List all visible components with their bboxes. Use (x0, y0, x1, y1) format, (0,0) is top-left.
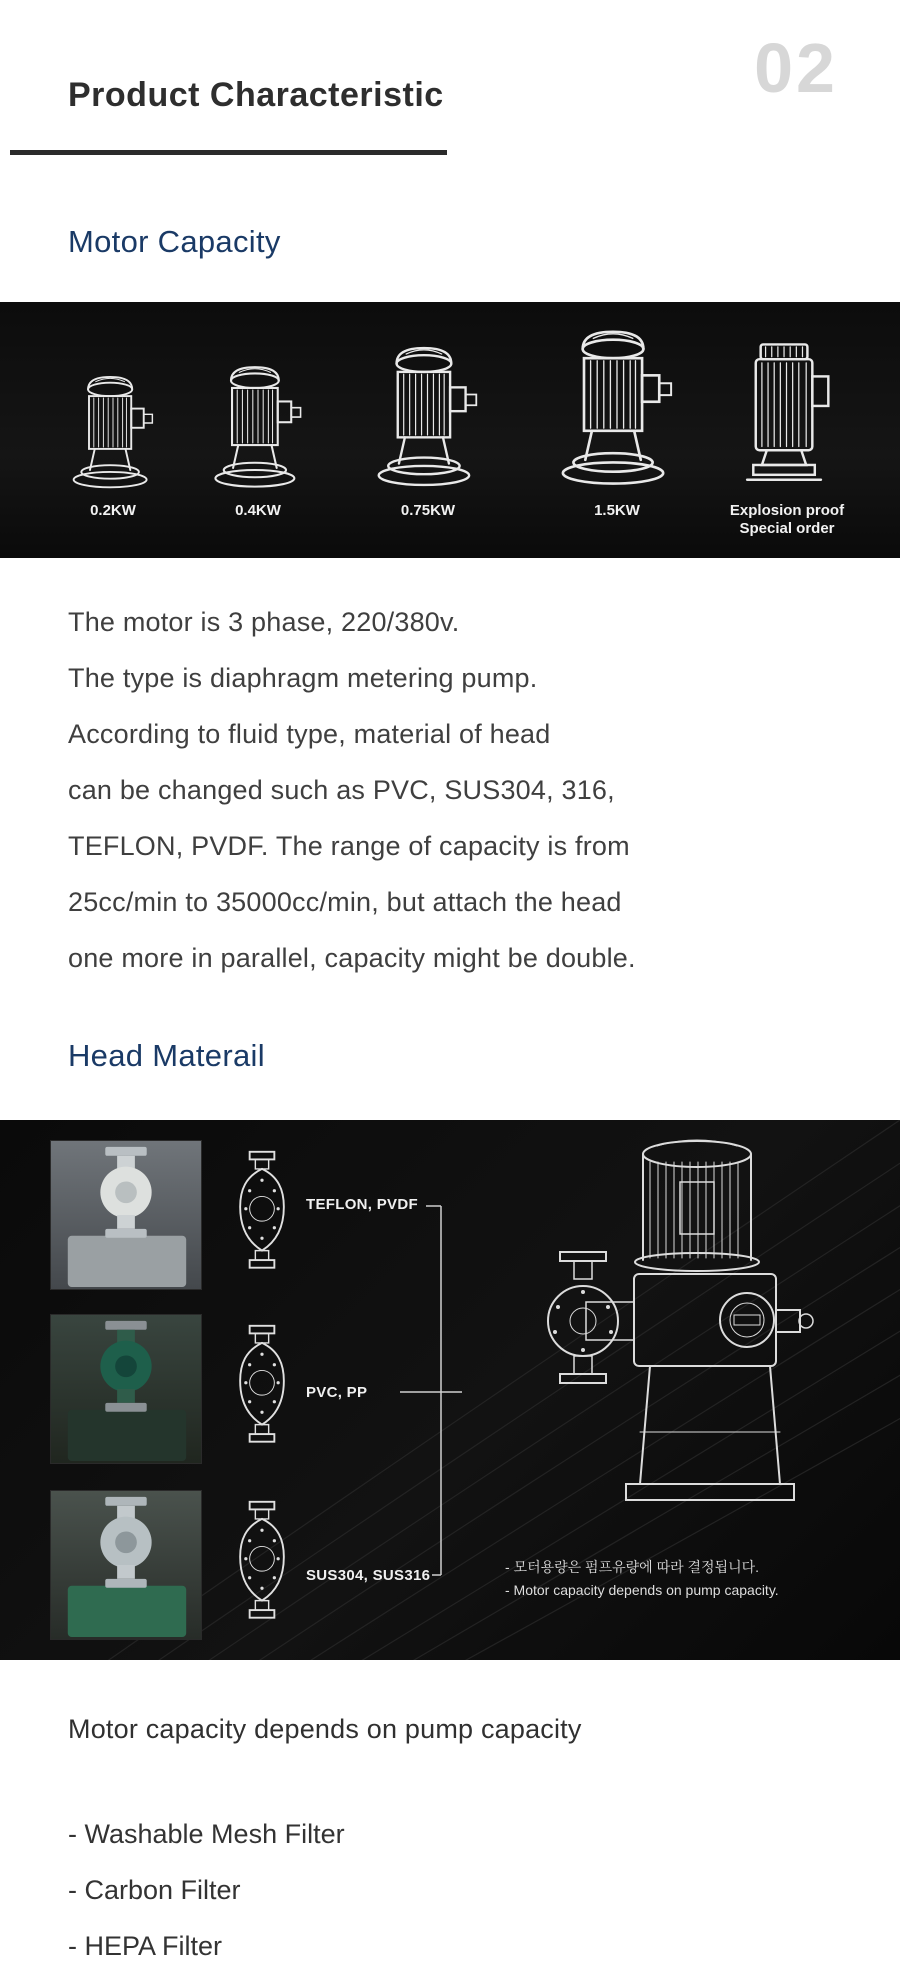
motor-label: 0.2KW (90, 502, 136, 519)
motor-label: 0.4KW (235, 502, 281, 519)
motor-label-line2: Special order (739, 520, 835, 537)
filter-item-washable-mesh: - Washable Mesh Filter (68, 1819, 345, 1849)
description-line: The type is diaphragm metering pump. (68, 663, 538, 693)
head-material-panel (0, 1120, 900, 1660)
description-line: can be changed such as PVC, SUS304, 316, (68, 775, 615, 805)
capacity-notes (505, 1556, 875, 1602)
motor-capacity-banner (0, 302, 900, 558)
filter-item-carbon: - Carbon Filter (68, 1875, 241, 1905)
description-line: 25cc/min to 35000cc/min, but attach the head (68, 887, 622, 917)
motor-icon-0-2kw (65, 372, 161, 497)
motor-label-line1: Explosion proof (729, 502, 845, 519)
filter-item-hepa: - HEPA Filter (68, 1931, 223, 1961)
head-material-heading: Head Materail (68, 1038, 265, 1073)
motor-icon-1-5kw (551, 325, 683, 497)
material-label-pvc-pp: PVC, PP (306, 1384, 368, 1401)
motor-icon-explosion-proof (725, 337, 848, 497)
capacity-note-english: - Motor capacity depends on pump capacity. (505, 1582, 779, 1598)
motor-label: 1.5KW (594, 502, 640, 519)
motor-capacity-heading: Motor Capacity (68, 224, 281, 259)
description-line: TEFLON, PVDF. The range of capacity is from (68, 831, 630, 861)
description-line: one more in parallel, capacity might be double. (68, 943, 636, 973)
description-line: The motor is 3 phase, 220/380v. (68, 607, 460, 637)
page-number: 02 (754, 29, 838, 107)
motor-icon-0-4kw (206, 362, 310, 497)
motor-label: 0.75KW (400, 502, 456, 519)
page-title: Product Characteristic (68, 76, 444, 114)
capacity-note-korean: - 모터용량은 펌프유량에 따라 결정됩니다. (505, 1559, 760, 1575)
motor-description (68, 594, 848, 986)
description-line: According to fluid type, material of head (68, 719, 551, 749)
material-label-sus: SUS304, SUS316 (306, 1567, 431, 1584)
footer-caption: Motor capacity depends on pump capacity (68, 1714, 582, 1744)
motor-icon-0-75kw (368, 342, 487, 497)
material-label-teflon-pvdf: TEFLON, PVDF (306, 1196, 418, 1213)
title-underline (10, 150, 447, 155)
pump-line-drawing (522, 1132, 872, 1562)
filter-list (68, 1806, 345, 1973)
motor-label-explosion-proof (707, 502, 867, 538)
